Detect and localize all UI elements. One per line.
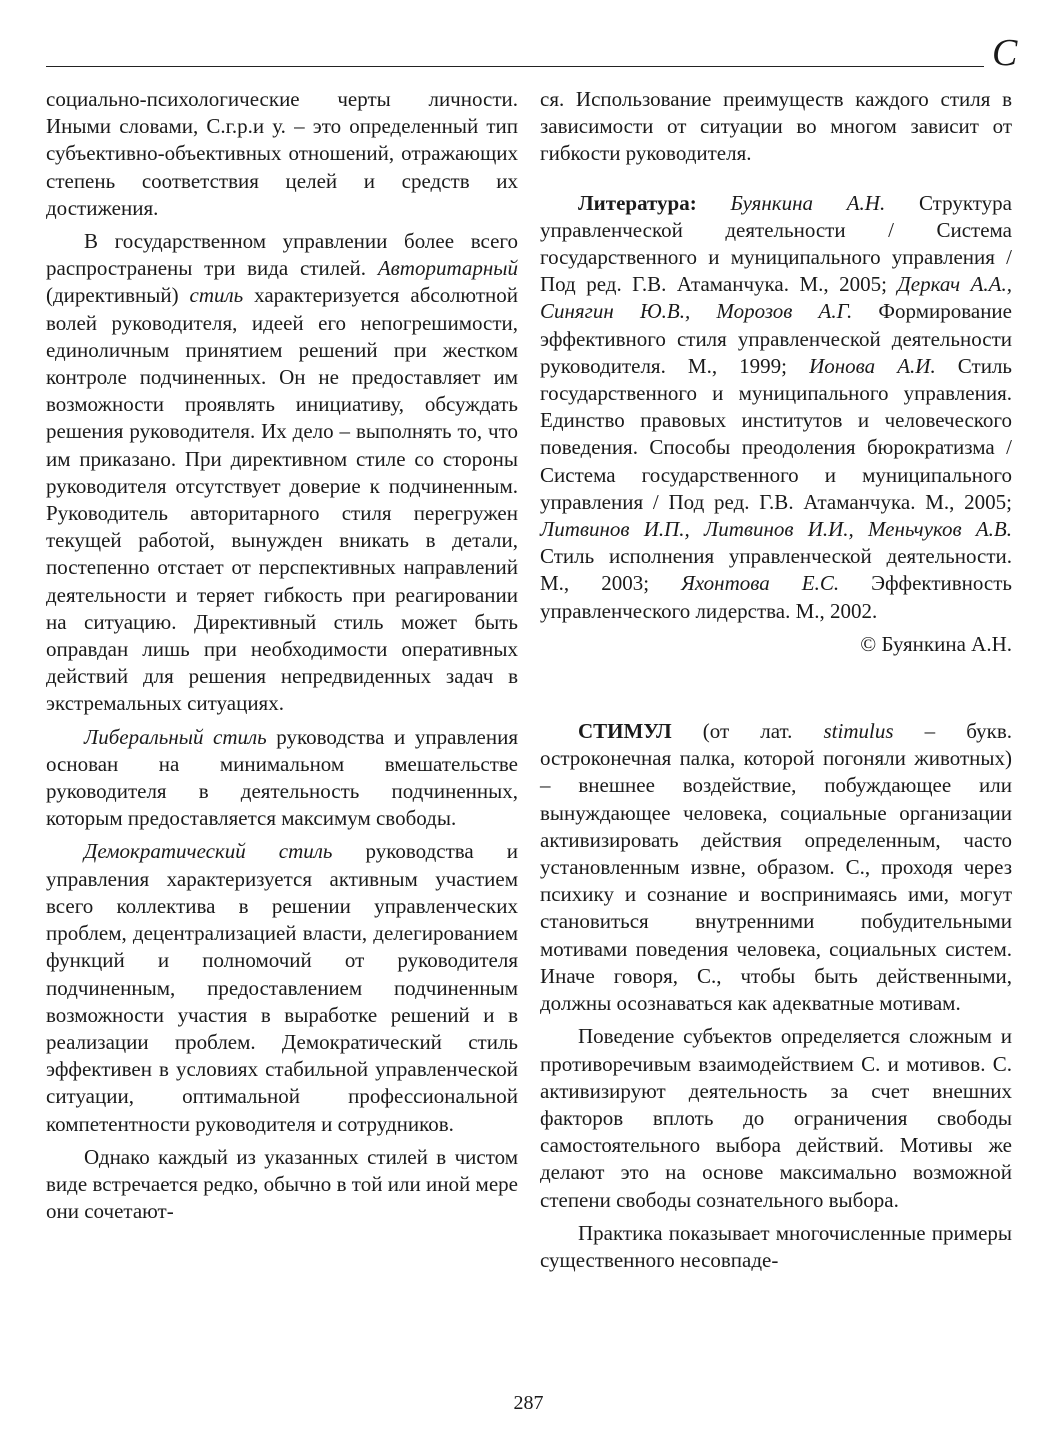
literature-text: Стиль исполнения управленческой деятельности. М., 2003; — [540, 544, 1012, 596]
paragraph-liberal — [46, 724, 518, 833]
term-liberal-style: Либеральный стиль — [84, 724, 267, 749]
entry-latin-word: stimulus — [823, 719, 894, 744]
entry-text: (от лат. — [671, 719, 824, 744]
paragraph-democratic — [46, 838, 518, 1137]
literature-author: Яхонтова Е.С. — [681, 571, 840, 596]
paragraph-text: В государственном управлении более всего распространены три вида стилей. — [46, 229, 518, 281]
author-signature: © Буянкина А.Н. — [860, 631, 1012, 656]
literature-text: Стиль государственного и муниципального управления. Единство правовых институтов и человеческого поведения. Способы преодоления бюрократизма / Система государственного и муниципального управления / Под ред. Г.В. Атаманчука. М., 2005; — [540, 353, 1012, 514]
literature-block — [540, 190, 1012, 625]
literature-title: Литература: — [578, 190, 697, 215]
paragraph-styles-intro — [46, 228, 518, 718]
paragraph-text: руководства и управления характеризуется активным участием всего коллектива в решении управленческих проблем, децентрализацией власти, делегированием функций и полномочий от руководителя подчиненным, предоставлением подчиненным возможности участия в выработке решений и в реализации проблем. Демократический стиль эффективен в условиях стабильной управленческой ситуации, оптимальной профессиональной компетентности руководителя и сотрудников. — [46, 839, 518, 1136]
literature-text: Структура управленческой деятельности / Система государственного и муниципального управления / Под ред. Г.В. Атаманчука. М., 2005; — [540, 190, 1012, 297]
literature-author: Буянкина А.Н. — [730, 190, 886, 215]
section-letter: С — [992, 32, 1018, 74]
literature-author: Ионова А.И. — [809, 353, 936, 378]
paragraph-text: руководства и управления основан на минимальном вмешательстве руководителя в деятельность подчиненных, которым предоставляется максимум свободы. — [46, 724, 518, 831]
right-column — [540, 86, 1012, 1280]
literature-text: Эффективность управленческого лидерства. М., 2002. — [540, 571, 1012, 623]
paragraph-continuation: ся. Использование преимуществ каждого стиля в зависимости от ситуации во многом зависит от гибкости руководителя. — [540, 87, 1012, 166]
literature-author: Литвинов И.П., Литвинов И.И., Меньчуков А.В. — [540, 517, 1012, 542]
entry-stimulus — [540, 718, 1012, 1017]
paragraph-continuation: социально-психологические черты личности. Иными словами, С.г.р.и у. – это определенный тип субъективно-объективных отношений, отражающих степень соответствия целей и средств их достижения. — [46, 87, 518, 220]
paragraph-combination: Однако каждый из указанных стилей в чистом виде встречается редко, обычно в той или иной мере они сочетают- — [46, 1144, 518, 1224]
term-democratic-style: Демократический стиль — [84, 839, 333, 864]
header-rule — [46, 66, 984, 67]
paragraph-text: характеризуется абсолютной волей руководителя, идеей его непогрешимости, единоличным принятием решений при жестком контроле подчиненных. Он не предоставляет им возможности проявлять инициативу, обсуждать решения руководителя. Их дело – выполнять то, что им приказано. При директивном стиле со стороны руководителя отсутствует доверие к подчиненным. Руководитель авторитарного стиля перегружен текущей работой, вынужден вникать в детали, постепенно отстает от перспективных направлений деятельности и теряет гибкость при реагировании на ситуацию. Директивный стиль может быть оправдан лишь при необходимости оперативных действий для решения непредвиденных задач в экстремальных ситуациях. — [46, 283, 518, 716]
entry-spacer — [540, 658, 1012, 718]
page-number: 287 — [513, 1392, 544, 1414]
entry-headword: СТИМУЛ — [578, 719, 672, 744]
paragraph-text: (директивный) — [46, 283, 190, 308]
term-style: стиль — [189, 283, 244, 308]
term-authoritarian: Авторитарный — [377, 256, 519, 281]
literature-author: Деркач А.А., Синягин Ю.В., Морозов А.Г. — [540, 272, 1012, 324]
literature-text: Формирование эффективного стиля управленческой деятельности руководителя. М., 1999; — [540, 299, 1012, 378]
left-column — [46, 86, 518, 1231]
paragraph-practice: Практика показывает многочисленные примеры существенного несовпаде- — [540, 1220, 1012, 1272]
paragraph-behavior: Поведение субъектов определяется сложным и противоречивым взаимодействием С. и мотивов. С. активизируют деятельность за счет внешних факторов вплоть до ограничения свободы самостоятельного выбора действий. Мотивы же делают это на основе максимально возможной степени свободы сознательного выбора. — [540, 1024, 1012, 1212]
entry-text: – букв. остроконечная палка, которой погоняли животных) – внешнее воздействие, побуждающее или вынуждающее человека, социальные организации активизировать действия определенным, часто установленным извне, образом. С., проходя через психику и сознание и воспринимаясь ими, могут становиться внутренними побудительными мотивами поведения человека, социальных систем. Иначе говоря, С., чтобы быть действенными, должны осознаваться как адекватные мотивам. — [540, 719, 1012, 1016]
